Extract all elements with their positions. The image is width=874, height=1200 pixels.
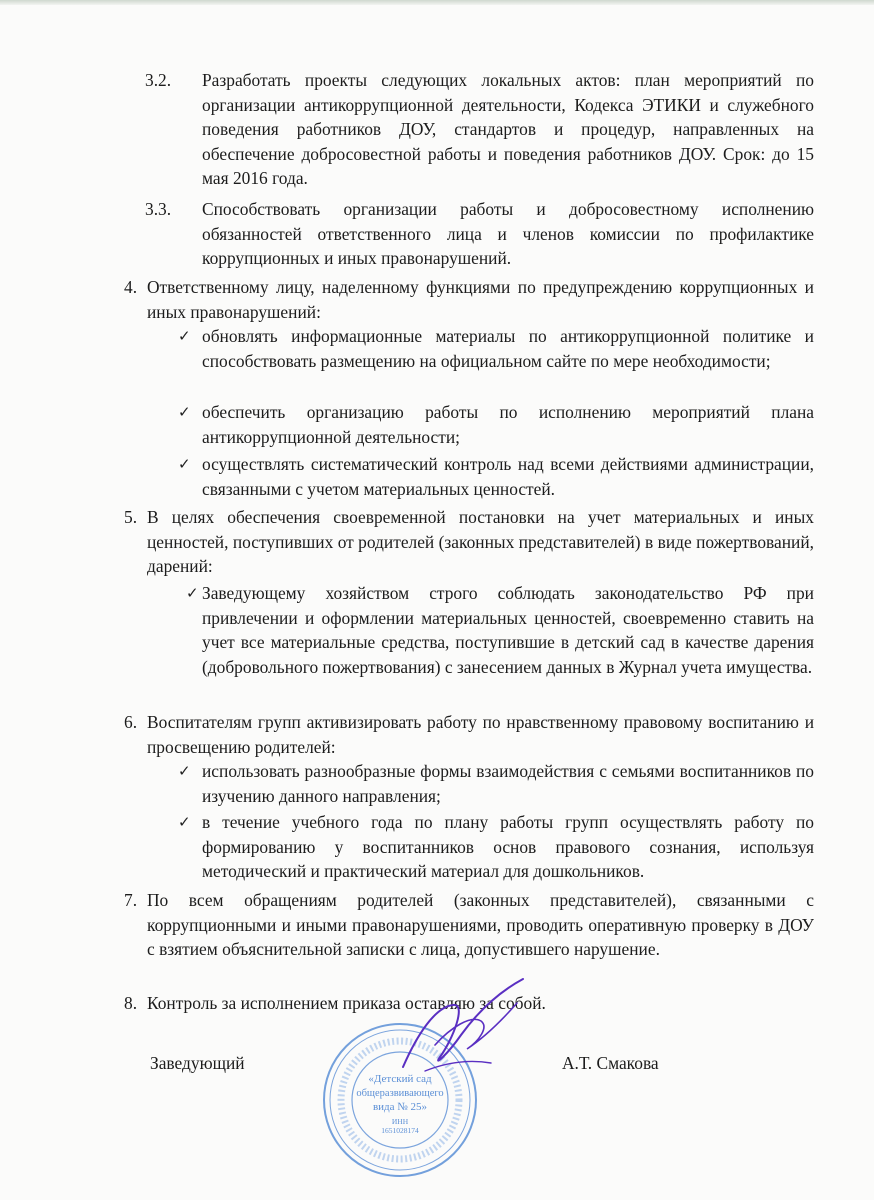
item-5-text: В целях обеспечения своевременной постановки на учет материальных и иных ценностей, поступивших от родителей (законных представителей) в виде пожертвований, дарений: bbox=[147, 507, 814, 576]
item-3-2-text: Разработать проекты следующих локальных актов: план мероприятий по организации антикоррупционной деятельности, Кодекса ЭТИКИ и служебного поведения работников ДОУ, стандартов и процедур, направленных на обеспечение добросовестной работы и поведения работников ДОУ. Срок: до 15 мая 2016 года. bbox=[202, 70, 814, 188]
item-6-bullet: в течение учебного года по плану работы групп осуществлять работу по формированию у воспитанников основ правового сознания, используя методический и практический материал для дошкольников. bbox=[202, 812, 814, 881]
item-4-bullet: обеспечить организацию работы по исполнению мероприятий плана антикоррупционной деятельности; bbox=[202, 402, 814, 447]
item-5-bullet: Заведующему хозяйством строго соблюдать законодательство РФ при привлечении и оформлении материальных ценностей, своевременно ставить на учет все материальные средства, поступившие в детский сад в качестве дарения (добровольного пожертвования) с занесением данных в Журнал учета имущества. bbox=[202, 583, 814, 677]
item-number: 3.2. bbox=[145, 70, 172, 90]
signature-name: А.Т. Смакова bbox=[562, 1053, 659, 1073]
item-6-bullet: использовать разнообразные формы взаимодействия с семьями воспитанников по изучению данного направления; bbox=[202, 761, 814, 806]
item-number: 4. bbox=[124, 277, 138, 297]
item-4-text: Ответственному лицу, наделенному функциями по предупреждению коррупционных и иных правонарушений: bbox=[147, 277, 814, 322]
checkmark-icon: ✓ bbox=[178, 327, 191, 345]
item-number: 6. bbox=[124, 712, 138, 732]
item-6-text: Воспитателям групп активизировать работу по нравственному правовому воспитанию и просвещению родителей: bbox=[147, 712, 814, 757]
checkmark-icon: ✓ bbox=[178, 762, 191, 780]
stamp-line: общеразвивающего bbox=[356, 1088, 444, 1099]
item-number: 7. bbox=[124, 890, 138, 910]
item-8-text: Контроль за исполнением приказа оставляю за собой. bbox=[147, 993, 546, 1013]
item-4-bullet: осуществлять систематический контроль над всеми действиями администрации, связанными с учетом материальных ценностей. bbox=[202, 454, 814, 499]
checkmark-icon: ✓ bbox=[178, 813, 191, 831]
stamp-line: «Детский сад bbox=[368, 1073, 432, 1085]
stamp-inn: 1651028174 bbox=[381, 1126, 419, 1135]
checkmark-icon: ✓ bbox=[178, 455, 191, 473]
item-3-3-text: Способствовать организации работы и добросовестному исполнению обязанностей ответственного лица и членов комиссии по профилактике коррупционных и иных правонарушений. bbox=[202, 199, 814, 268]
item-7-text: По всем обращениям родителей (законных представителей), связанными с коррупционными и иными правонарушениями, проводить оперативную проверку в ДОУ с взятием объяснительной записки с лица, допустившего нарушение. bbox=[147, 890, 814, 959]
item-4-bullet: обновлять информационные материалы по антикоррупционной политике и способствовать размещению на официальном сайте по мере необходимости; bbox=[202, 326, 814, 371]
handwritten-signature bbox=[395, 975, 535, 1085]
signature-position: Заведующий bbox=[150, 1053, 245, 1073]
stamp-line: вида № 25» bbox=[372, 1101, 428, 1113]
item-number: 8. bbox=[124, 993, 138, 1013]
checkmark-icon: ✓ bbox=[178, 403, 191, 421]
stamp-inn-label: ИНН bbox=[391, 1117, 409, 1126]
item-number: 5. bbox=[124, 507, 138, 527]
checkmark-icon: ✓ bbox=[186, 584, 199, 602]
item-number: 3.3. bbox=[145, 199, 172, 219]
